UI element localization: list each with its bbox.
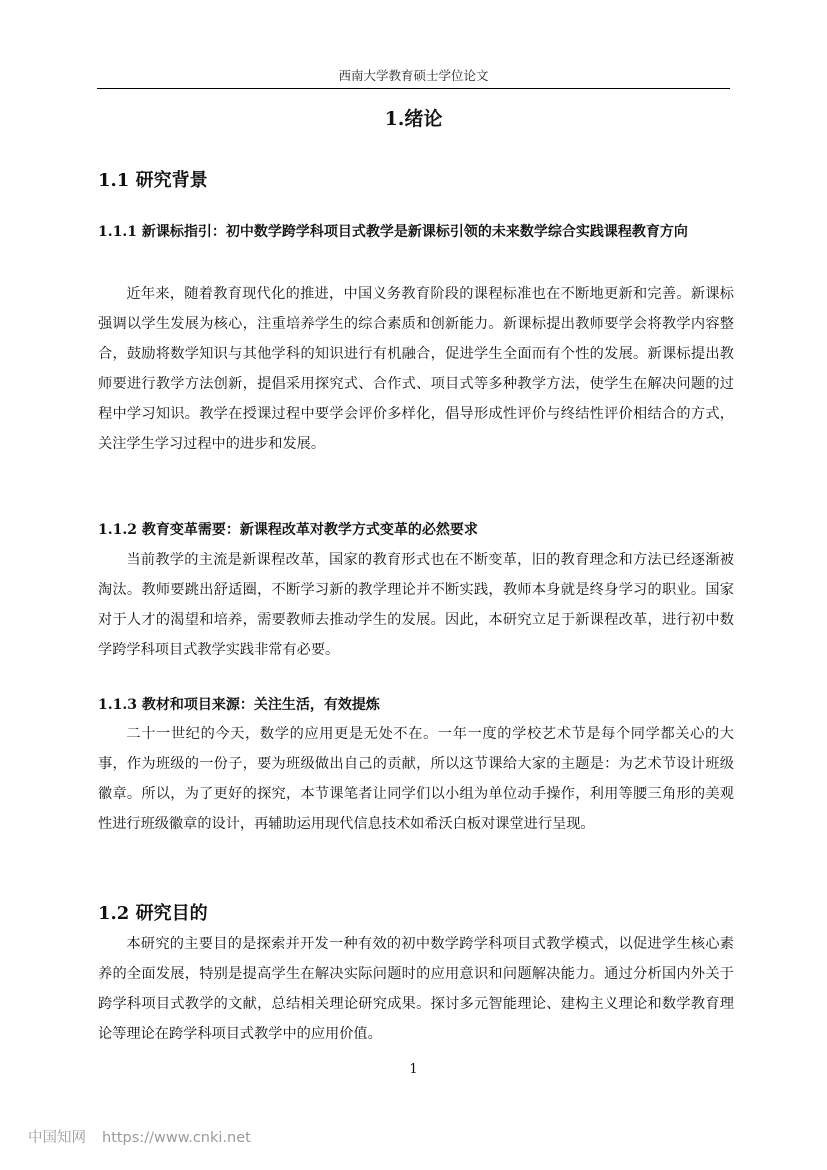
page-header: 西南大学教育硕士学位论文	[338, 68, 489, 83]
watermark-brand: 中国知网	[28, 1130, 86, 1146]
paragraph-1-2: 本研究的主要目的是探索并开发一种有效的初中数学跨学科项目式教学模式，以促进学生核心素养的全面发展，特别是提高学生在解决实际问题时的应用意识和问题解决能力。通过分析国内外关于跨学科项目式教学的文献，总结相关理论研究成果。探讨多元智能理论、建构主义理论和数学教育理论等理论在跨学科项目式教学中的应用价值。	[98, 936, 734, 1042]
watermark-url: https://www.cnki.net	[102, 1130, 251, 1146]
paragraph-1-1-2: 当前教学的主流是新课程改革，国家的教育形式也在不断变革，旧的教育理念和方法已经逐渐被淘汰。教师要跳出舒适圈，不断学习新的教学理论并不断实践，教师本身就是终身学习的职业。国家对于人才的渴望和培养，需要教师去推动学生的发展。因此，本研究立足于新课程改革，进行初中数学跨学科项目式教学实践非常有必要。	[98, 552, 734, 658]
header-rule	[97, 88, 730, 89]
chapter-title: 1.绪论	[384, 108, 443, 130]
cnki-watermark	[28, 1126, 251, 1147]
subsection-heading-1-1-2: 1.1.2 教育变革需要：新课程改革对教学方式变革的必然要求	[98, 522, 478, 538]
paragraph-1-1-3: 二十一世纪的今天，数学的应用更是无处不在。一年一度的学校艺术节是每个同学都关心的大事，作为班级的一份子，要为班级做出自己的贡献，所以这节课给大家的主题是：为艺术节设计班级徽章。所以，为了更好的探究，本节课笔者让同学们以小组为单位动手操作，利用等腰三角形的美观性进行班级徽章的设计，再辅助运用现代信息技术如希沃白板对课堂进行呈现。	[98, 726, 734, 832]
paragraph-1-1-1: 近年来，随着教育现代化的推进，中国义务教育阶段的课程标准也在不断地更新和完善。新课标强调以学生发展为核心，注重培养学生的综合素质和创新能力。新课标提出教师要学会将教学内容整合，鼓励将数学知识与其他学科的知识进行有机融合，促进学生全面而有个性的发展。新课标提出教师要进行教学方法创新，提倡采用探究式、合作式、项目式等多种教学方法，使学生在解决问题的过程中学习知识。教学在授课过程中要学会评价多样化，倡导形成性评价与终结性评价相结合的方式，关注学生学习过程中的进步和发展。	[98, 286, 734, 452]
section-heading-1-2: 1.2 研究目的	[98, 903, 208, 924]
section-heading-1-1: 1.1 研究背景	[98, 170, 208, 191]
subsection-heading-1-1-3: 1.1.3 教材和项目来源：关注生活，有效提炼	[98, 697, 380, 713]
page-number: 1	[409, 1062, 418, 1077]
subsection-heading-1-1-1: 1.1.1 新课标指引：初中数学跨学科项目式教学是新课标引领的未来数学综合实践课程教育方向	[98, 224, 688, 240]
